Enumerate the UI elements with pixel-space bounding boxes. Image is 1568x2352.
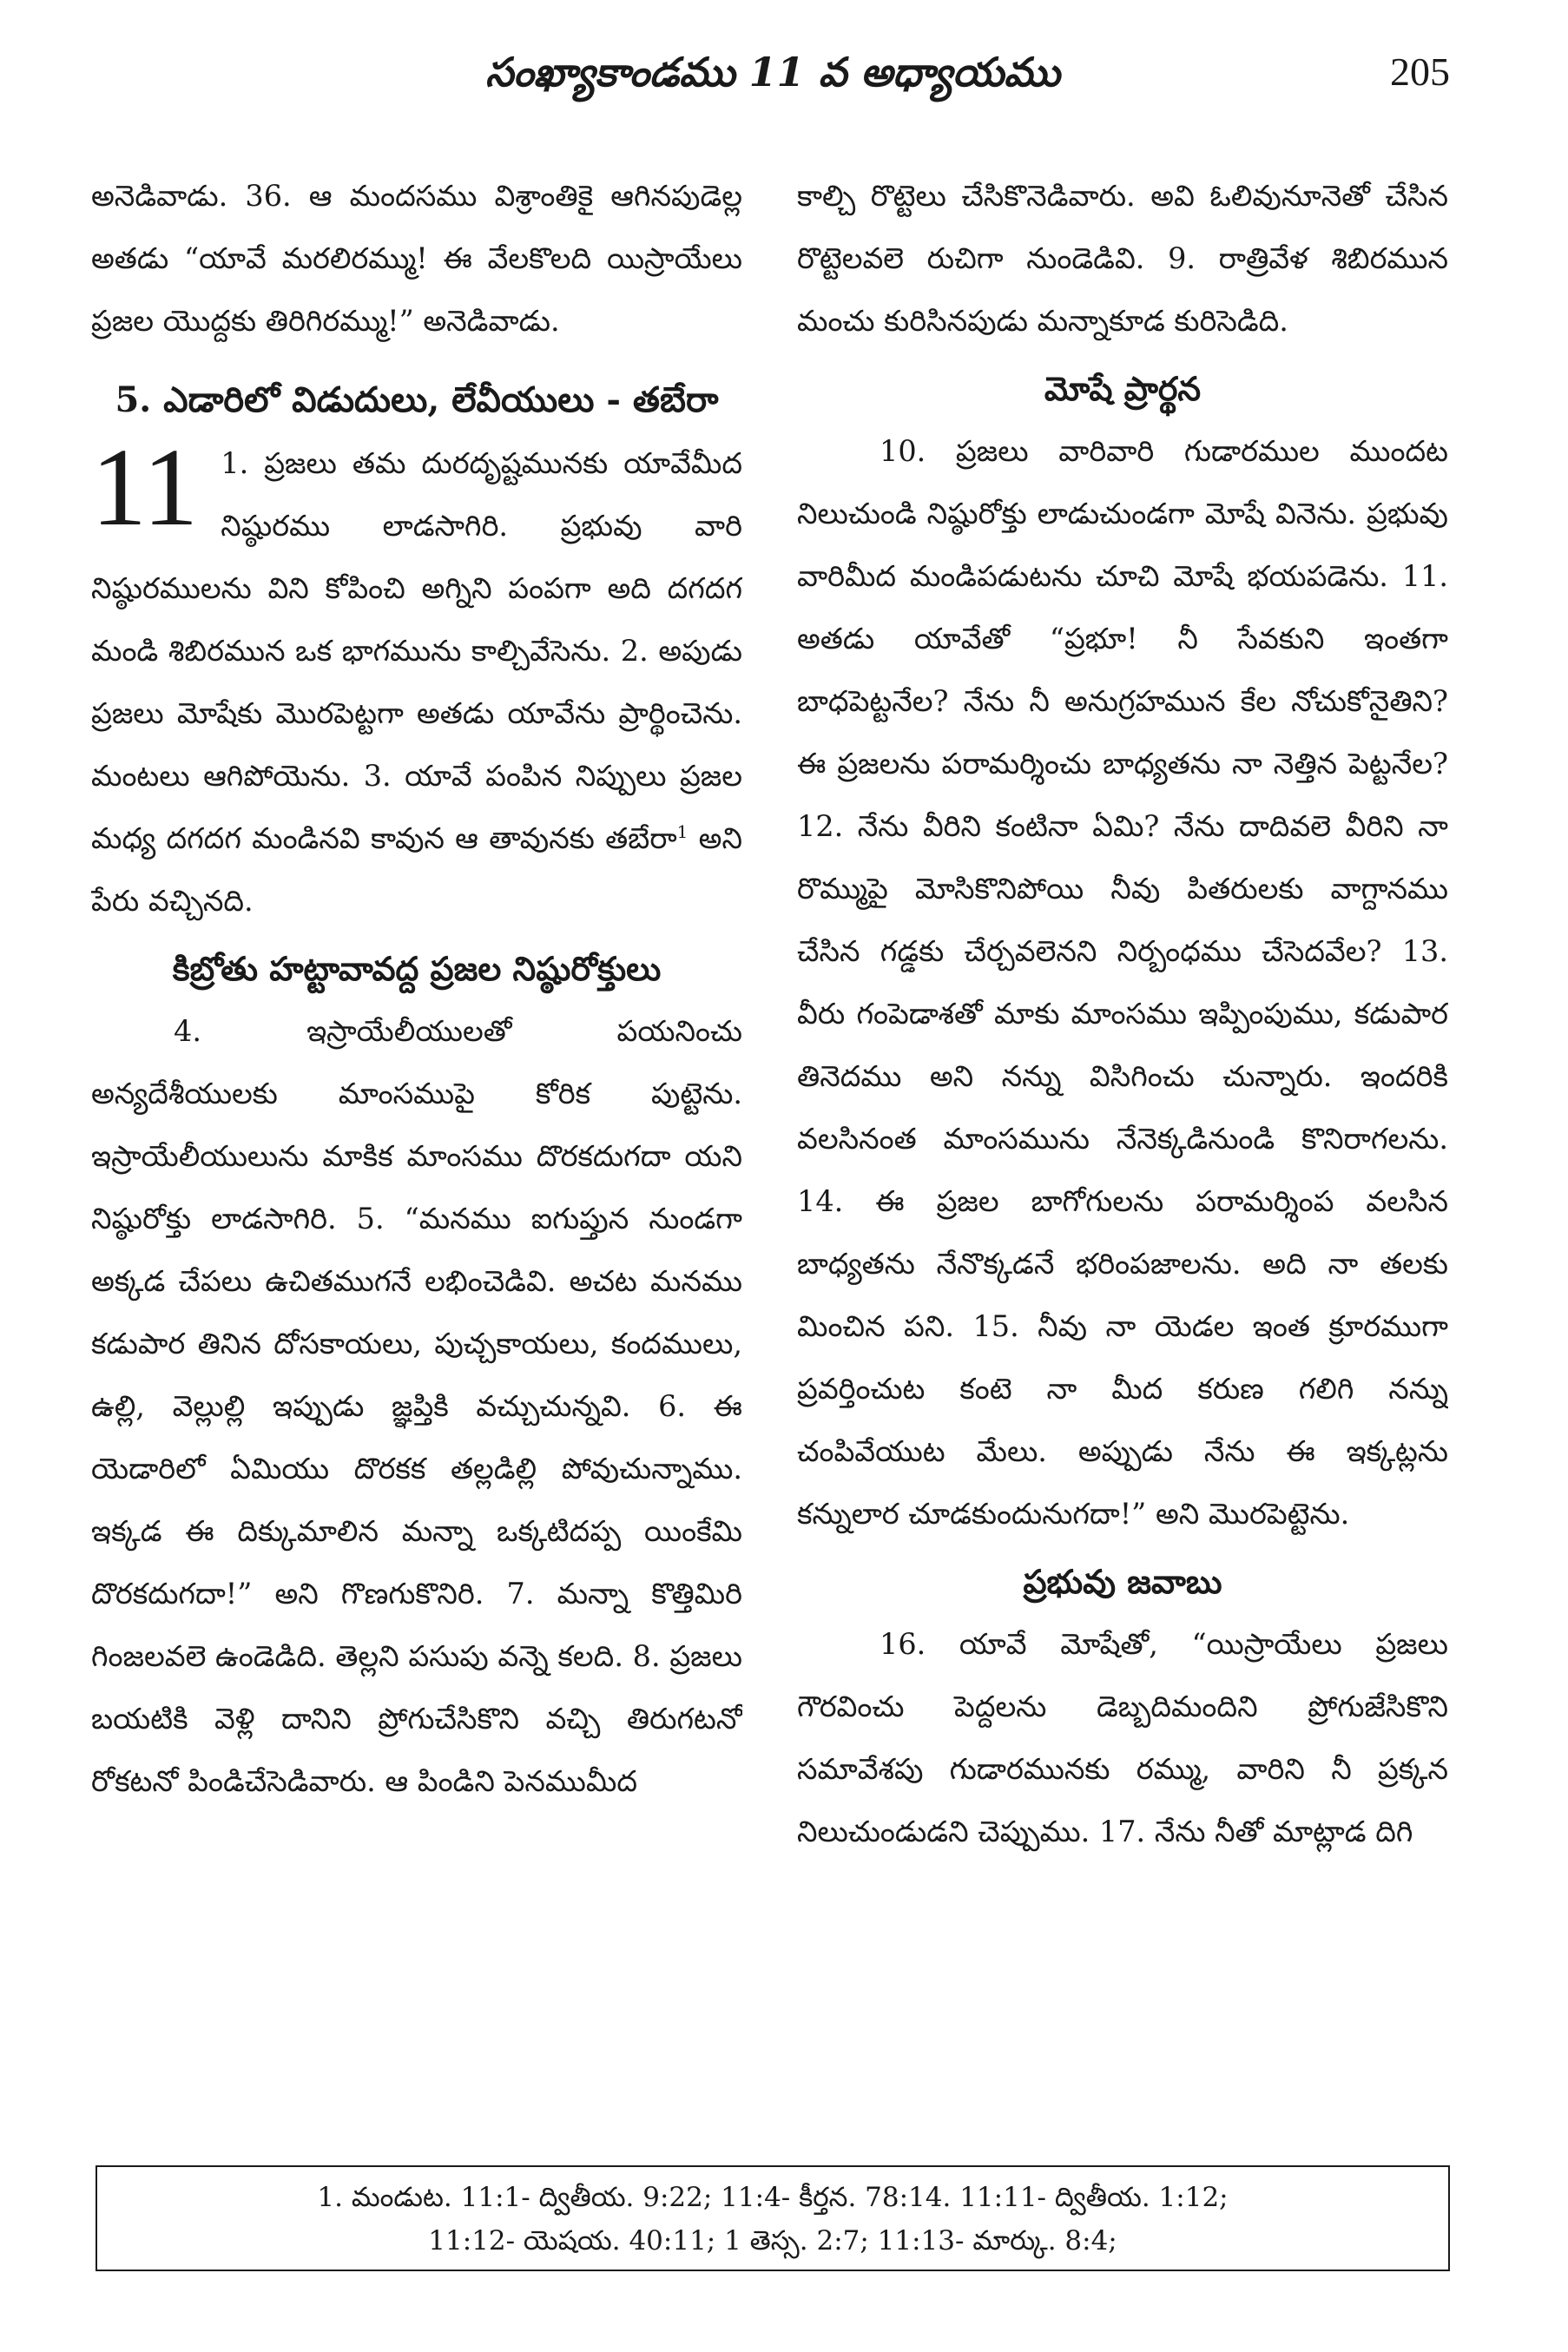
footnote-mark: 1 — [676, 820, 688, 842]
running-title: సంఖ్యాకాండము 11 వ అధ్యాయము — [485, 49, 1060, 96]
paragraph: 4. ఇస్రాయేలీయులతో పయనించు అన్యదేశీయులకు మాంసముపై కోరిక పుట్టెను. ఇస్రాయేలీయులును మాకిక మాంసము దొరకదుగదా యని నిష్ఠురోక్తు లాడసాగిరి. 5. “మనము ఐగుప్తున నుండగా అక్కడ చేపలు ఉచితముగనే లభించెడివి. అచట మనము కడుపార తినిన దోసకాయలు, పుచ్చకాయలు, కందములు, ఉల్లి, వెల్లుల్లి ఇప్పుడు జ్ఞప్తికి వచ్చుచున్నవి. 6. ఈ యెడారిలో ఏమియు దొరకక తల్లడిల్లి పోవుచున్నాము. ఇక్కడ ఈ దిక్కుమాలిన మన్నా ఒక్కటిదప్ప యింకేమి దొరకదుగదా!” అని గొణగుకొనిరి. 7. మన్నా కొత్తిమిరి గింజలవలె ఉండెడిది. తెల్లని పసుపు వన్నె కలది. 8. ప్రజలు బయటికి వెళ్లి దానిని ప్రోగుచేసికొని వచ్చి తిరుగటనో రోకటనో పిండిచేసెడివారు. ఆ పిండిని పెనముమీద — [91, 1014, 742, 1798]
paragraph-text-tail: అని పేరు వచ్చినది. — [91, 821, 742, 918]
right-column — [797, 165, 1448, 2214]
section-title: 5. ఎడారిలో విడుదులు, లేవీయులు - తబేరా — [115, 379, 719, 420]
footnote-line: 11:12- యెషయ. 40:11; 1 తెస్స. 2:7; 11:13- మార్కు. 8:4; — [428, 2225, 1117, 2256]
left-column — [91, 165, 742, 2214]
footnote-line: 1. మండుట. 11:1- ద్వితీయ. 9:22; 11:4- కీర్తన. 78:14. 11:11- ద్వితీయ. 1:12; — [317, 2182, 1229, 2213]
subheading: ప్రభువు జవాబు — [1023, 1562, 1222, 1601]
chapter-opening-paragraph — [91, 425, 742, 932]
page-header — [96, 42, 1450, 111]
paragraph: 16. యావే మోషేతో, “యిస్రాయేలు ప్రజలు గౌరవించు పెద్దలను డెబ్బదిమందిని ప్రోగుజేసికొని సమావేశపు గుడారమునకు రమ్ము, వారిని నీ ప్రక్కన నిలుచుండుడని చెప్పుము. 17. నేను నీతో మాట్లాడ దిగి — [797, 1627, 1448, 1848]
subheading: కిబ్రోతు హట్టావావద్ద ప్రజల నిష్ఠురోక్తులు — [172, 949, 662, 988]
footnote-box — [96, 2165, 1450, 2271]
paragraph: 10. ప్రజలు వారివారి గుడారముల ముందట నిలుచుండి నిష్ఠురోక్తు లాడుచుండగా మోషే వినెను. ప్రభువు వారిమీద మండిపడుటను చూచి మోషే భయపడెను. 11. అతడు యావేతో “ప్రభూ! నీ సేవకుని ఇంతగా బాధపెట్టనేల? నేను నీ అనుగ్రహమున కేల నోచుకోనైతిని? ఈ ప్రజలను పరామర్శించు బాధ్యతను నా నెత్తిన పెట్టనేల? 12. నేను వీరిని కంటినా ఏమి? నేను దాదివలె వీరిని నా రొమ్ముపై మోసికొనిపోయి నీవు పితరులకు వాగ్దానము చేసిన గడ్డకు చేర్చవలెనని నిర్బంధము చేసెదవేల? 13. వీరు గంపెడాశతో మాకు మాంసము ఇప్పింపుము, కడుపార తినెదము అని నన్ను విసిగించు చున్నారు. ఇందరికి వలసినంత మాంసమును నేనెక్కడినుండి కొనిరాగలను. 14. ఈ ప్రజల బాగోగులను పరామర్శింప వలసిన బాధ్యతను నేనొక్కడనే భరింపజాలను. అది నా తలకు మించిన పని. 15. నీవు నా యెడల ఇంత క్రూరముగా ప్రవర్తించుట కంటె నా మీద కరుణ గలిగి నన్ను చంపివేయుట మేలు. అప్పుడు నేను ఈ ఇక్కట్లను కన్నులార చూడకుందునుగదా!” అని మొరపెట్టెను. — [797, 434, 1448, 1531]
paragraph: అనెడివాడు. 36. ఆ మందసము విశ్రాంతికై ఆగినపుడెల్ల అతడు “యావే మరలిరమ్ము! ఈ వేలకొలది యిస్రాయేలు ప్రజల యొద్దకు తిరిగిరమ్ము!” అనెడివాడు. — [91, 179, 742, 338]
paragraph-text: 1. ప్రజలు తమ దురదృష్టమునకు యావేమీద నిష్ఠురము లాడసాగిరి. ప్రభువు వారి నిష్ఠురములను విని కోపించి అగ్నిని పంపగా అది దగదగ మండి శిబిరమున ఒక భాగమును కాల్చివేసెను. 2. అపుడు ప్రజలు మోషేకు మొరపెట్టగా అతడు యావేను ప్రార్థించెను. మంటలు ఆగిపోయెను. 3. యావే పంపిన నిప్పులు ప్రజల మధ్య దగదగ మండినవి కావున ఆ తావునకు తబేరా — [91, 446, 742, 855]
paragraph: కాల్చి రొట్టెలు చేసికొనెడివారు. అవి ఓలివునూనెతో చేసిన రొట్టెలవలె రుచిగా నుండెడివి. 9. రాత్రివేళ శిబిరమున మంచు కురిసినపుడు మన్నాకూడ కురిసెడిది. — [797, 179, 1448, 338]
subheading: మోషే ప్రార్థన — [1044, 369, 1202, 408]
chapter-number: 11 — [91, 425, 199, 549]
page-number: 205 — [1390, 49, 1450, 94]
